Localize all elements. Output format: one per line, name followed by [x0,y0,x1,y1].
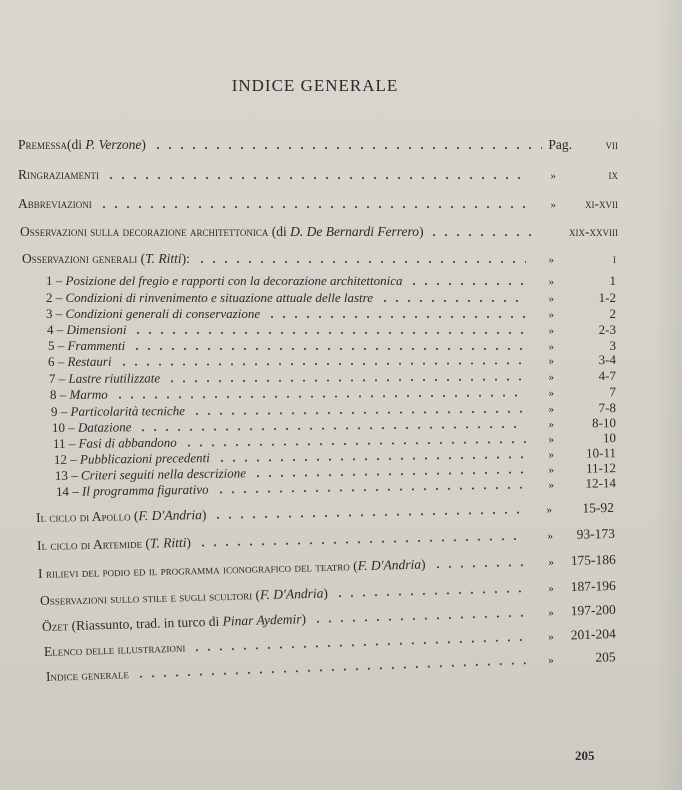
entry-page: 8-10 [592,415,617,431]
subentry-number: 9 [50,403,58,419]
toc-entry: Osservazioni sullo stile e sugli scultori (F. D'Andria) » 187-196 [39,577,616,608]
leader-dots [428,233,534,237]
subentry-text: Particolarità tecniche [70,403,185,419]
entry-page: ix [608,167,618,182]
subentry-text: Posizione del fregio e rapporti con la decorazione architettonica [65,273,403,288]
entry-page: 2 [609,306,616,321]
entry-label: Ringraziamenti [18,167,99,182]
subentry-number: 14 [55,483,70,499]
page-number: 205 [575,748,595,763]
entry-page: 10-11 [586,445,617,461]
subentry-number: 6 [47,353,55,369]
entry-label: Il ciclo di Artemide [36,535,143,553]
leader-dots [118,361,526,366]
entry-author: F. D'Andria [357,556,422,574]
subentry-number: 11 [52,435,66,451]
entry-author: F. D'Andria [138,507,203,524]
toc-entry-ringraziamenti [18,167,618,183]
entry-page: vii [605,137,618,152]
entry-label: Osservazioni sulla decorazione architettonica [20,224,269,239]
entry-marker: » [548,582,555,595]
leader-dots [131,347,526,351]
leader-dots [432,563,526,569]
entry-page: 10 [602,430,617,446]
toc-subentry: 4 – Dimensioni » 2-3 [47,322,616,337]
subentry-number: 10 [51,419,66,435]
entry-page: 1-2 [598,290,616,305]
entry-page: xi-xvii [585,196,618,211]
entry-page: 3 [609,338,616,353]
leader-dots [334,589,526,598]
subentry-number: 1 [46,273,53,288]
entry-marker: » [548,341,554,353]
toc-entry: Özet (Riassunto, trad. in turco di Pinar Aydemir) » 197-200 [41,601,616,634]
entry-marker: » [548,325,554,337]
entry-label: I rilievi del podio ed il programma iconografico del teatro [37,558,350,581]
entry-marker: » [548,403,555,416]
subentry-number: 2 [46,290,53,305]
entry-label: Osservazioni generali [22,251,138,266]
subentry-number: 13 [54,467,69,483]
toc-subentry: 14 – Il programma figurativo » 12-14 [55,475,617,499]
toc-subentry: 9 – Particolarità tecniche » 7-8 [50,400,617,419]
toc-entry-abbreviazioni [18,196,618,212]
entry-marker: » [550,170,556,182]
entry-page: 4-7 [598,368,617,384]
toc-subentry: 7 – Lastre riutilizzate » 4-7 [48,368,617,386]
leader-dots [197,537,525,548]
toc-subentry: 5 – Frammenti » 3 [48,338,616,353]
toc-subentry: 6 – Restauri » 3-4 [47,352,617,369]
toc-subentry: 11 – Fasi di abbandono » 10 [52,430,617,451]
subentry-text: Marmo [69,386,108,402]
subentry-number: 5 [48,338,55,353]
entry-marker: » [548,276,554,288]
entry-marker: » [548,448,555,461]
entry-label: Osservazioni sullo stile e sugli scultori [39,587,253,608]
leader-dots [408,282,526,286]
entry-marker: » [548,418,555,431]
subentry-text: Dimensioni [66,322,127,337]
subentry-number: 12 [53,451,68,467]
toc-subentry: 12 – Pubblicazioni precedenti » 10-11 [53,445,617,467]
entry-page: 3-4 [598,352,617,368]
toc-entry: Il ciclo di Apollo (F. D'Andria) » 15-92 [35,499,615,525]
entry-marker: » [548,433,555,446]
entry-author: F. D'Andria [259,585,324,603]
subentry-text: Restauri [67,353,112,369]
subentry-text: Datazione [77,419,132,435]
entry-label: Abbreviazioni [18,196,92,211]
leader-dots [212,510,524,519]
entry-marker: » [548,479,555,492]
subentry-text: Criteri seguiti nella descrizione [80,465,247,483]
entry-page: 11-12 [585,460,617,476]
leader-dots [379,299,526,303]
entry-page: i [613,251,616,266]
entry-marker: » [548,254,554,266]
entry-label: Premessa [18,137,68,152]
leader-dots [191,638,525,653]
toc-entry-osservazioni-decorazione: Osservazioni sulla decorazione architettonica (di D. De Bernardi Ferrero) xix-xxviii [20,224,618,239]
entry-label: Elenco delle illustrazioni [43,639,186,659]
entry-page: 12-14 [585,475,617,491]
subentry-text: Lastre riutilizzate [68,370,161,386]
leader-dots [266,315,526,319]
toc-subentry: 13 – Criteri seguiti nella descrizione » 11-12 [54,460,617,483]
subentry-number: 4 [47,322,54,337]
subentry-text: Condizioni generali di conservazione [65,306,261,321]
toc-subentry: 10 – Datazione » 8-10 [51,415,617,435]
entry-page: xix-xxviii [569,224,618,239]
subentry-number: 7 [48,370,56,386]
entry-marker: » [548,630,554,644]
subentry-text: Condizioni di rinvenimento e situazione attuale delle lastre [65,290,374,305]
entry-page: 175-186 [570,551,616,568]
entry-author: D. De Bernardi Ferrero [290,224,420,239]
leader-dots [215,486,526,495]
entry-marker: » [548,293,554,305]
entry-page: 1 [609,273,616,288]
leader-dots [191,410,526,416]
leader-dots [105,176,528,180]
leader-dots [312,614,526,624]
entry-page: 15-92 [582,499,615,516]
page-title: INDICE GENERALE [231,76,399,95]
subentry-text: Frammenti [67,338,126,353]
toc-entry: I rilievi del podio ed il programma iconografico del teatro (F. D'Andria) » 175-186 [37,551,616,581]
entry-label: Özet [41,618,69,634]
subentry-text: Il programma figurativo [81,481,209,499]
toc-subentry: 3 – Condizioni generali di conservazione » 2 [46,306,616,321]
leader-dots [114,394,526,400]
entry-page: 2-3 [598,322,616,337]
entry-marker: » [548,654,554,667]
entry-marker: » [548,556,555,569]
leader-dots [98,205,528,209]
entry-marker: » [548,387,555,400]
entry-author: Pinar Aydemir [222,611,302,629]
entry-marker: » [548,464,555,477]
entry-marker: Pag. [548,137,572,152]
toc-subentry: 2 – Condizioni di rinvenimento e situazione attuale delle lastre » 1-2 [46,290,616,305]
subentry-text: Fasi di abbandono [78,434,177,451]
leader-dots [132,331,526,335]
entry-marker: » [550,199,556,211]
entry-page: 93-173 [576,525,616,542]
entry-author: T. Ritti [145,251,182,266]
entry-marker: » [547,530,554,543]
entry-marker: » [548,309,554,321]
toc-entry-osservazioni-generali: Osservazioni generali (T. Ritti): » i [22,251,616,266]
leader-dots [135,661,526,679]
entry-page: 197-200 [570,601,616,619]
entry-label: Il ciclo di Apollo [35,508,131,525]
subentry-text: Pubblicazioni precedenti [79,450,210,467]
entry-page: 7-8 [598,400,617,416]
entry-label: Indice generale [45,666,130,684]
entry-page: 201-204 [570,626,616,643]
entry-marker: » [546,503,553,517]
toc-subentry: 8 – Marmo » 7 [49,384,617,402]
toc-entry-premessa: Premessa(di P. Verzone) Pag. vii [18,137,618,152]
entry-page: 205 [595,649,616,665]
leader-dots [152,146,542,150]
leader-dots [196,260,526,264]
entry-marker: » [548,371,555,384]
entry-page: 7 [609,384,617,400]
entry-marker: » [548,606,554,619]
entry-author: T. Ritti [149,534,187,551]
entry-author: P. Verzone [85,137,142,152]
subentry-number: 8 [49,386,57,402]
leader-dots [166,378,526,384]
entry-page: 187-196 [570,577,616,595]
entry-marker: » [548,355,555,368]
subentry-number: 3 [46,306,53,321]
toc-subentry: 1 – Posizione del fregio e rapporti con la decorazione architettonica » 1 [46,273,616,288]
toc-entry: Il ciclo di Artemide (T. Ritti) » 93-173 [36,525,616,553]
